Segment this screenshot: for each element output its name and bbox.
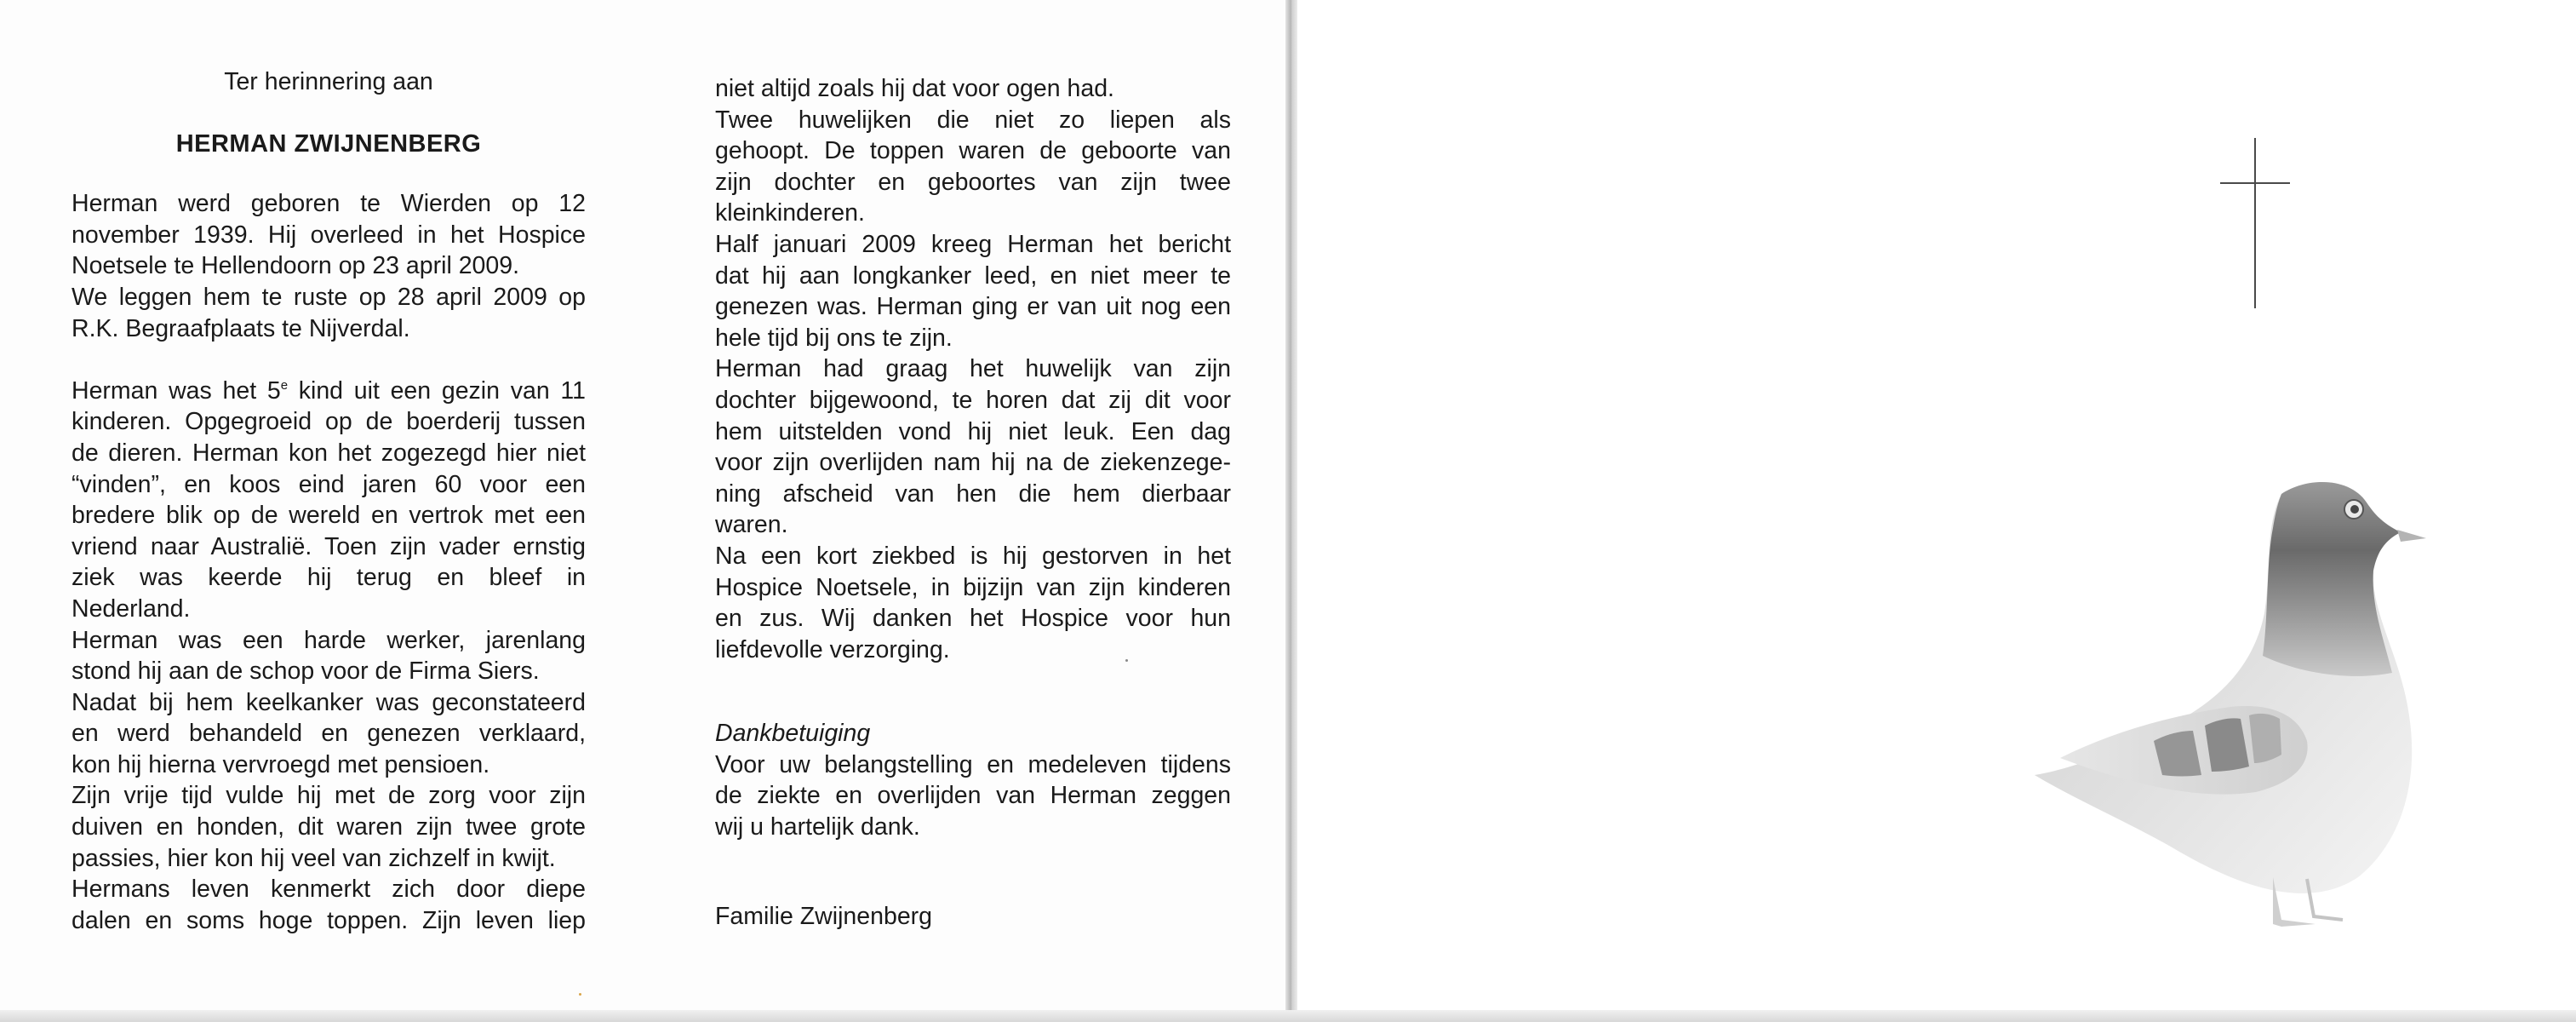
left-column [72,60,586,936]
text-line: Herman was een harde werker, jarenlang [72,626,586,654]
text-line: wij u hartelijk dank. [715,813,920,841]
text-line: kon hij hierna vervroegd met pensioen. [72,750,490,778]
text-line: R.K. Begraafplaats te Nijverdal. [72,314,410,342]
middle-column [715,73,1231,932]
text-line: voor zijn overlijden nam hij na de ziekenzege- [715,449,1231,477]
text-line: Voor uw belangstelling en medeleven tijdens [715,750,1231,778]
text-line: Hospice Noetsele, in bijzijn van zijn kinderen [715,573,1231,601]
text-line: hem uitstelden vond hij niet leuk. Een dag [715,417,1231,445]
text-line: Noetsele te Hellendoorn op 23 april 2009. [72,252,520,280]
text-line: Twee huwelijken die niet zo liepen als [715,106,1231,134]
life-story-paragraph [72,376,586,937]
ordinal-suffix: e [280,377,289,393]
paper-speck [1125,659,1128,662]
text-line: en werd behandeld en genezen verklaard, [72,720,586,748]
text-line: Zijn vrije tijd vulde hij met de zorg voor zijn [72,782,586,810]
text-line: en zus. Wij danken het Hospice voor hun [715,605,1231,633]
text-line: Nederland. [72,594,191,623]
text-line: Nadat bij hem keelkanker was geconstateerd [72,688,586,716]
text-line: Na een kort ziekbed is hij gestorven in het [715,542,1231,570]
card-fold [1285,0,1297,1022]
text-line: Hermans leven kenmerkt zich door diepe [72,876,586,904]
text-line: gehoopt. De toppen waren de geboorte van [715,137,1231,165]
text-line: “vinden”, en koos eind jaren 60 voor een [72,470,586,498]
text-line: liefdevolle verzorging. [715,635,950,663]
pigeon-icon [2026,460,2503,954]
thanks-heading: Dankbetuiging [715,720,871,748]
text-line: niet altijd zoals hij dat voor ogen had. [715,75,1114,102]
text-line: hele tijd bij ons te zijn. [715,324,953,352]
text-line: genezen was. Herman ging er van uit nog een [715,293,1231,321]
text-line: kinderen. Opgegroeid op de boerderij tussen [72,408,586,436]
text-line: duiven en honden, dit waren zijn twee grote [72,813,586,841]
text-line: waren. [715,511,788,539]
text-line: ning afscheid van hen die hem dierbaar [715,479,1231,508]
thanks-paragraph [715,749,1231,843]
paper-speck [579,993,581,996]
text-line: Herman werd geboren te Wierden op 12 [72,190,586,218]
deceased-name: HERMAN ZWIJNENBERG [175,129,482,158]
text-line: Half januari 2009 kreeg Herman het bericht [715,230,1231,258]
text-segment: kind uit een gezin van 11 [288,376,586,405]
text-line: de dieren. Herman kon het zogezegd hier niet [72,439,586,467]
text-line [72,376,586,407]
text-line: zijn dochter en geboortes van zijn twee [715,168,1231,196]
card-bottom-edge [0,1010,2576,1022]
text-segment: Herman was het 5 [72,376,281,405]
text-line: dat hij aan longkanker leed, en niet meer te [715,261,1231,290]
birth-death-paragraph [72,188,586,344]
intro-text: Ter herinnering aan [224,68,433,95]
text-line: bredere blik op de wereld en vertrok met een [72,502,586,530]
text-line: Herman had graag het huwelijk van zijn [715,355,1231,383]
cross-icon [2220,138,2290,308]
continued-life-story [715,73,1231,665]
text-line: dochter bijgewoond, te horen dat zij dit voor [715,386,1231,414]
text-line: stond hij aan de schop voor de Firma Siers. [72,657,540,686]
family-signature: Familie Zwijnenberg [715,902,933,930]
text-line: We leggen hem te ruste op 28 april 2009 op [72,283,586,311]
text-line: passies, hier kon hij veel van zichzelf in kwijt. [72,844,556,872]
text-line: dalen en soms hoge toppen. Zijn leven liep [72,906,586,934]
text-line: de ziekte en overlijden van Herman zeggen [715,782,1231,810]
text-line: kleinkinderen. [715,199,865,227]
text-line: vriend naar Australië. Toen zijn vader ernstig [72,532,586,560]
text-line: ziek was keerde hij terug en bleef in [72,564,586,592]
text-line: november 1939. Hij overleed in het Hospice [72,221,586,249]
